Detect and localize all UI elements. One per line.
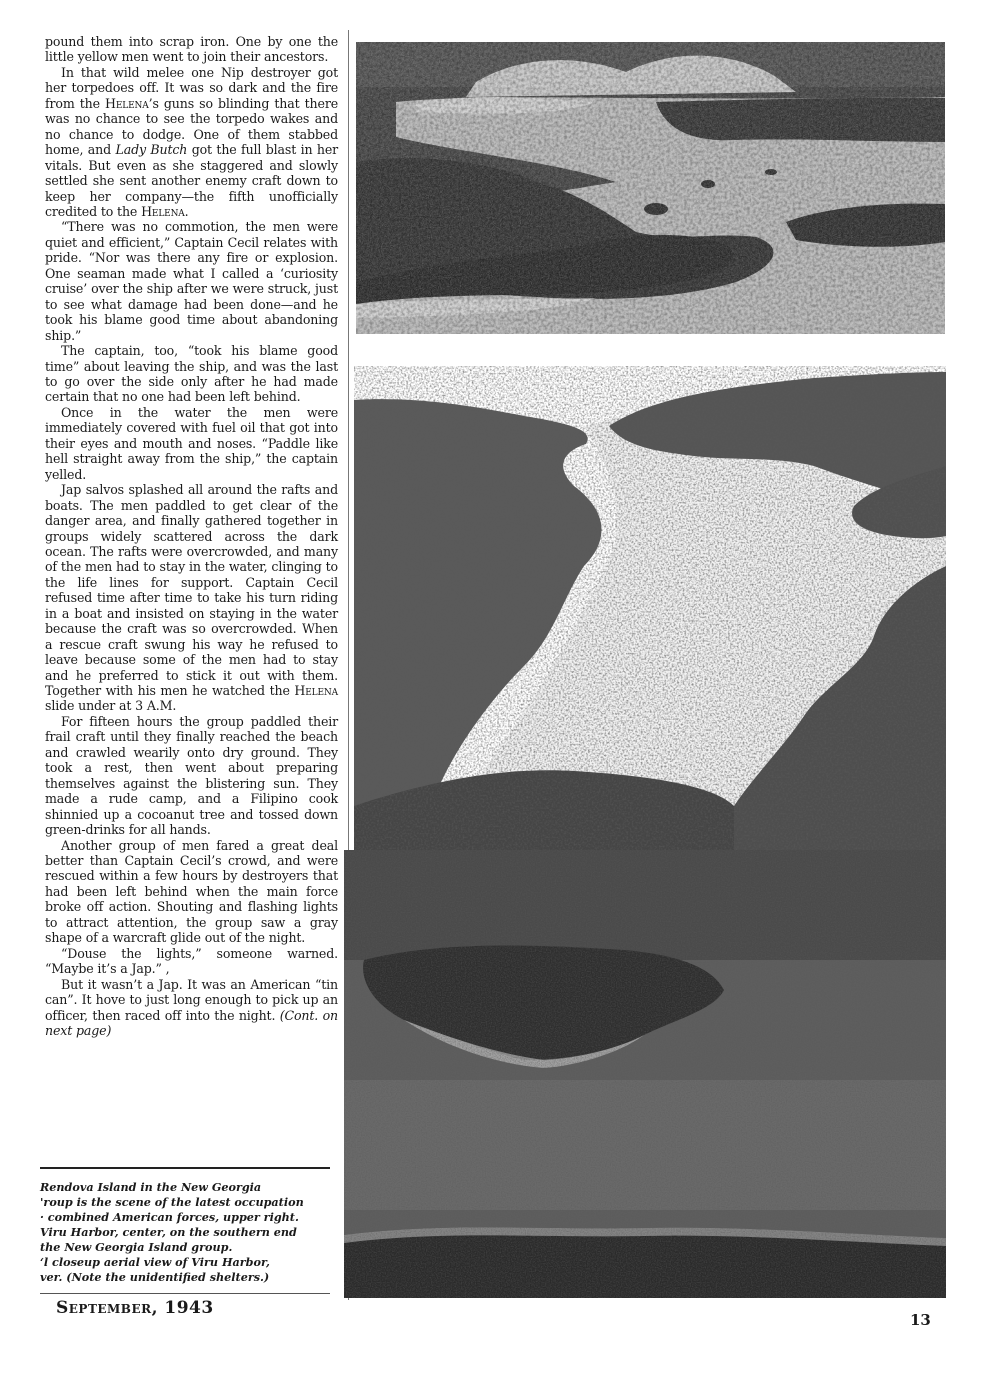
ship-name: Helena (141, 203, 185, 219)
italic-text: Lady Butch (115, 142, 188, 158)
article-paragraph (45, 65, 338, 220)
ship-name: Helena (105, 95, 149, 111)
issue-date: September, 1943 (56, 1298, 214, 1318)
caption-rule-top (40, 1167, 330, 1169)
caption-line: 'roup is the scene of the latest occupation (40, 1195, 304, 1209)
paragraph-text: “Douse the lights,” someone warned. “Maybe it’s a Jap.” , (45, 945, 338, 977)
paragraph-text: slide under at 3 A.M. (45, 698, 177, 714)
ship-name: Helena (294, 683, 338, 699)
caption-line: Viru Harbor, center, on the southern end (40, 1225, 297, 1239)
caption-line: ver. (Note the unidentified shelters.) (40, 1270, 270, 1284)
paragraph-text: In that wild melee one Nip destroyer got her torpedoes off. It was so dark and the fire from the (45, 64, 338, 111)
paragraph-text: Jap salvos splashed all around the rafts and boats. The men paddled to get clear of the danger area, and finally gathered together in groups widely scattered across the dark ocean. The rafts were overcrowded, and many of the men had to stay in the water, clinging to the life lines for support. Captain Cecil refused time after time to take his turn riding in a boat and insisted on staying in the water because the craft was so overcrowded. When a rescue craft swung his way he refused to leave because some of the men had to stay and he preferred to stick it out with them. Together with his men he watched the (45, 482, 338, 699)
article-paragraph (45, 977, 338, 1039)
article-paragraph (45, 714, 338, 838)
page-number: 13 (910, 1311, 931, 1329)
paragraph-text: . (184, 203, 189, 219)
caption-line: the New Georgia Island group. (40, 1240, 233, 1254)
paragraph-text: But it wasn’t a Jap. It was an American “tin can”. It hove to just long enough to pick up an officer, then raced off into the night. (45, 976, 338, 1023)
aerial-photo-rendova-island (356, 42, 945, 334)
article-column (45, 34, 338, 1038)
aerial-photo-viru-harbor-closeup (344, 850, 946, 1298)
article-paragraph (45, 482, 338, 714)
paragraph-text: got the full blast in her vitals. But even as she staggered and slowly settled she sent another enemy craft down to keep her company—the fifth unofficially credited to the (45, 142, 338, 219)
caption-line: ‘l closeup aerial view of Viru Harbor, (40, 1255, 270, 1269)
paragraph-text: For fifteen hours the group paddled their frail craft until they finally reached the beach and crawled wearily onto dry ground. They took a rest, then went about preparing themselves against the blistering sun. They made a rude camp, and a Filipino cook shinnied up a cocoanut tree and tossed down green-drinks for all hands. (45, 713, 338, 838)
caption-line: Rendova Island in the New Georgia (40, 1180, 262, 1194)
aerial-photo-viru-harbor (354, 366, 946, 852)
paragraph-text: Once in the water the men were immediately covered with fuel oil that got into their eyes and mouth and noses. “Paddle like hell straight away from the ship,” the captain yelled. (45, 404, 338, 482)
article-paragraph (45, 219, 338, 343)
paragraph-text: “There was no commotion, the men were quiet and efficient,” Captain Cecil relates with pride. “Nor was there any fire or explosion. One seaman made what I called a ‘curiosity cruise’ over the ship after we were struck, just to see what damage had been done—and he took his blame good time about abandoning ship.” (45, 219, 338, 343)
article-paragraph (45, 946, 338, 977)
article-paragraph (45, 405, 338, 482)
italic-text: (Cont. on next page) (45, 1007, 338, 1038)
paragraph-text: ’s guns so blinding that there was no chance to see the torpedo wakes and no chance to dodge. One of them stabbed home, and (45, 95, 338, 158)
paragraph-text: The captain, too, “took his blame good time” about leaving the ship, and was the last to go over the side only after he had made certain that no one had been left behind. (45, 343, 338, 405)
caption-rule-bottom (40, 1293, 330, 1294)
caption-line: · combined American forces, upper right. (40, 1210, 299, 1224)
article-paragraph (45, 34, 338, 65)
article-paragraph (45, 343, 338, 405)
article-paragraph (45, 838, 338, 946)
paragraph-text: Another group of men fared a great deal better than Captain Cecil’s crowd, and were rescued within a few hours by destroyers that had been left behind when the main force broke off action. Shouting and flashing lights to attract attention, the group saw a gray shape of a warcraft glide out of the night. (45, 837, 338, 946)
paragraph-text: pound them into scrap iron. One by one the little yellow men went to join their ancestors. (45, 34, 338, 65)
photo-caption (40, 1180, 330, 1285)
